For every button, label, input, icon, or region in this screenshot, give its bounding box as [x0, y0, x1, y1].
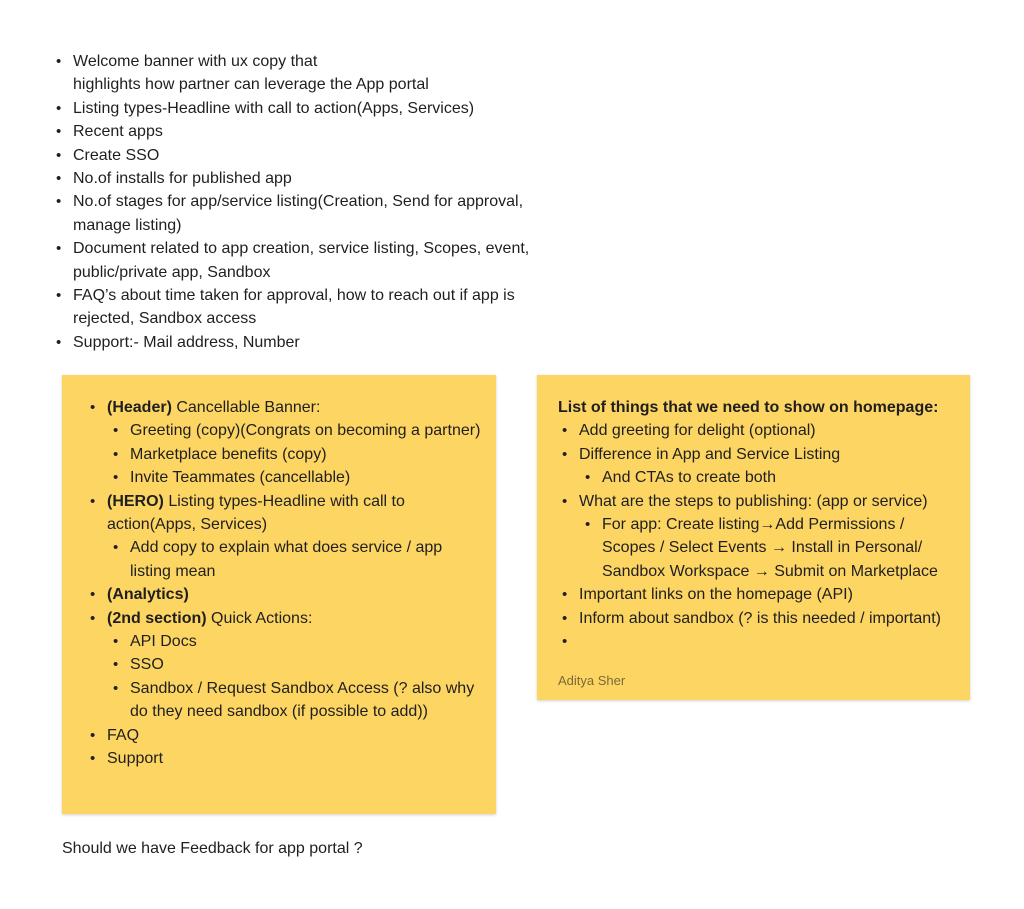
steps-text: What are the steps to publishing: (app or service): [579, 492, 928, 510]
list-item-support: • Support: [86, 747, 486, 770]
list-item: • Sandbox / Request Sandbox Access (? also why do they need sandbox (if possible to add)): [109, 677, 486, 724]
header-label: (Header): [107, 399, 172, 416]
author-name: Aditya Sher: [558, 673, 626, 689]
list-item: • Support:- Mail address, Number: [55, 331, 545, 354]
list-item: [558, 443, 958, 490]
feedback-question: Should we have Feedback for app portal ?: [62, 840, 363, 857]
list-item-analytics: [86, 583, 486, 606]
list-item: • Listing types-Headline with call to action(Apps, Services): [55, 97, 545, 120]
sticky-note-homepage-sections[interactable]: [62, 375, 496, 814]
list-item: • No.of installs for published app: [55, 167, 545, 190]
hero-label: (HERO): [107, 492, 164, 510]
list-item-header: [86, 396, 486, 490]
list-item: • Recent apps: [55, 120, 545, 143]
list-item: • Marketplace benefits (copy): [109, 443, 486, 466]
list-item: • Document related to app creation, service listing, Scopes, event, public/private app, Sandbox: [55, 237, 545, 284]
analytics-label: (Analytics): [107, 586, 189, 604]
difference-text: Difference in App and Service Listing: [579, 445, 841, 463]
list-item: • Important links on the homepage (API): [558, 583, 958, 606]
hero-text: Listing types-Headline with call to action(Apps, Services): [107, 492, 405, 534]
list-item: • And CTAs to create both: [581, 466, 958, 489]
second-section-text: Quick Actions:: [206, 609, 313, 627]
sticky-note-homepage-things[interactable]: [537, 375, 970, 700]
list-item-second-section: [86, 607, 486, 724]
things-list: [558, 419, 958, 653]
list-item: • Invite Teammates (cancellable): [109, 466, 486, 489]
list-item: • For app: Create listing→Add Permissions / Scopes / Select Events → Install in Personal/ Sandbox Workspace → Submit on Marketplace: [581, 513, 947, 583]
list-item: • Add copy to explain what does service / app listing mean: [109, 536, 486, 583]
list-item: • API Docs: [109, 630, 486, 653]
second-section-label: (2nd section): [107, 609, 207, 627]
sticky-title: List of things that we need to show on homepage:: [558, 399, 939, 416]
list-item: [558, 490, 958, 584]
header-text: Cancellable Banner:: [171, 399, 321, 416]
list-item: • Add greeting for delight (optional): [558, 419, 958, 442]
list-item: • FAQ’s about time taken for approval, how to reach out if app is rejected, Sandbox access: [55, 284, 545, 331]
list-item-hero: [86, 490, 486, 584]
list-item: • Greeting (copy)(Congrats on becoming a partner): [109, 419, 486, 442]
list-item-faq: • FAQ: [86, 724, 486, 747]
sections-list: [86, 396, 486, 771]
requirements-list: [55, 50, 545, 354]
list-item: • Inform about sandbox (? is this needed / important): [558, 607, 958, 630]
list-item: highlights how partner can leverage the App portal: [73, 76, 429, 94]
list-item: • SSO: [109, 653, 486, 676]
list-item: • No.of stages for app/service listing(Creation, Send for approval, manage listing): [55, 190, 545, 237]
list-item: • Welcome banner with ux copy that: [55, 50, 545, 73]
list-item: • Create SSO: [55, 144, 545, 167]
list-item-empty: [558, 630, 958, 653]
